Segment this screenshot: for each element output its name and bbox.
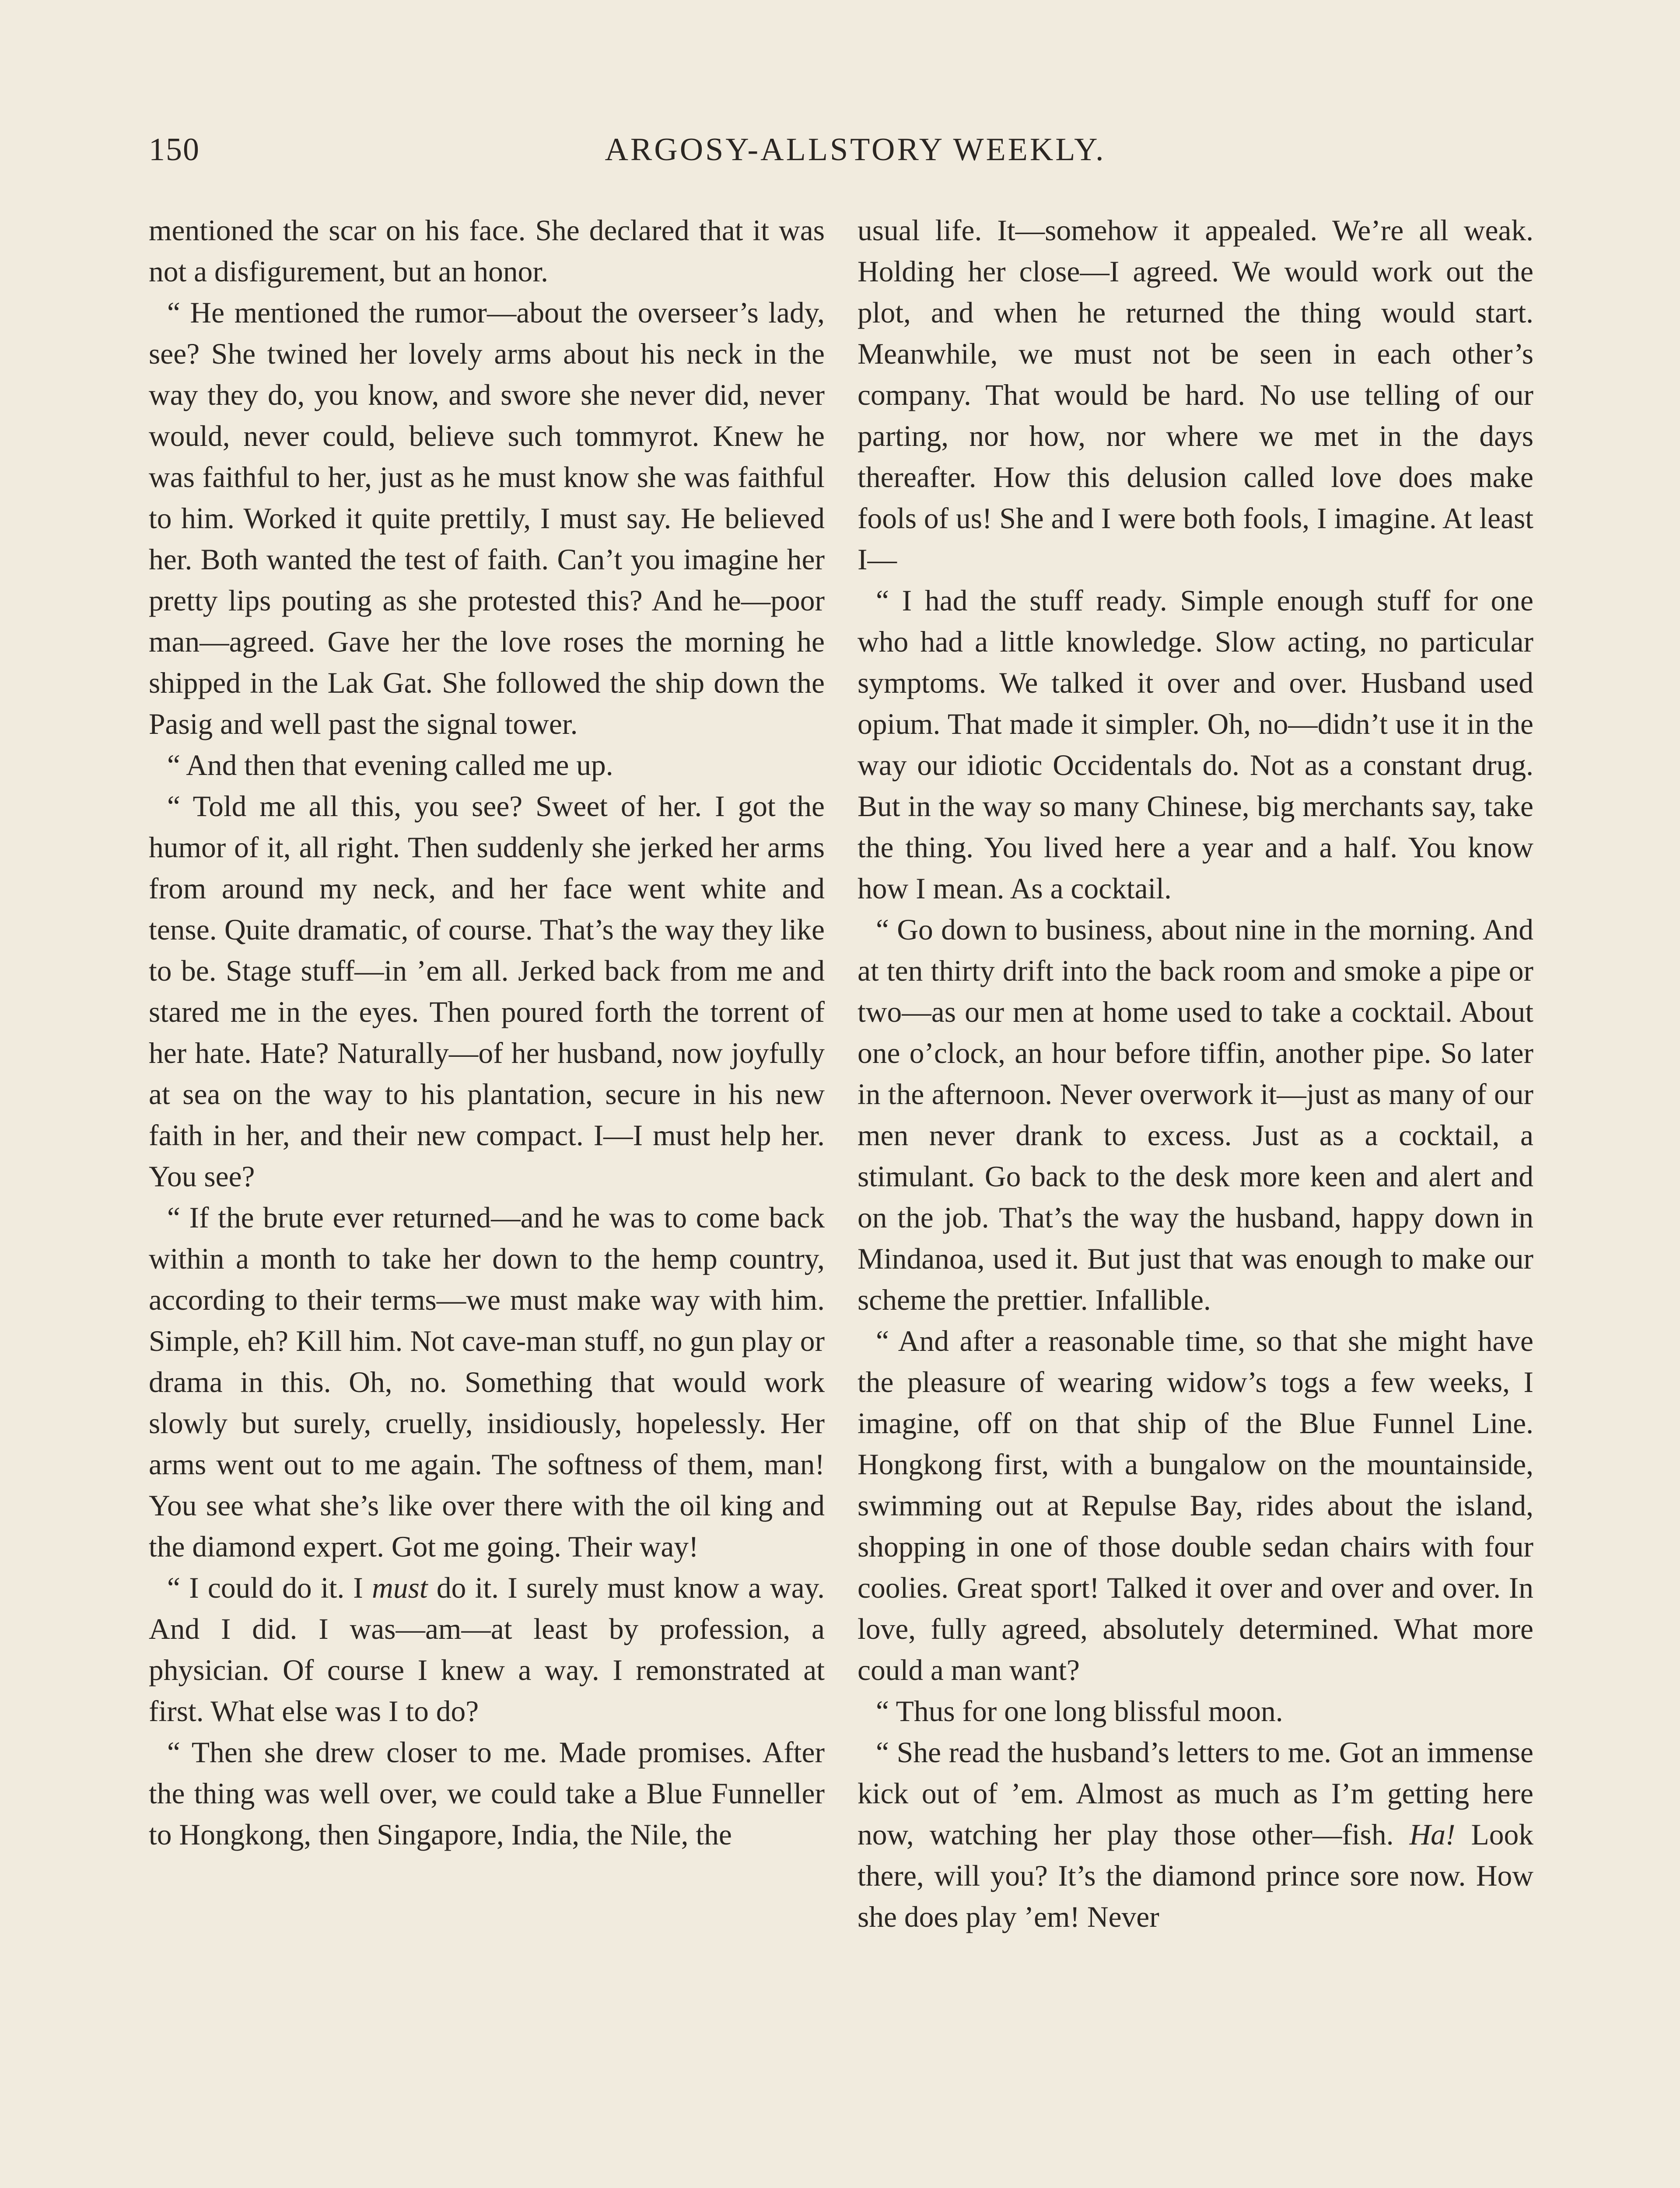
paragraph [858, 1732, 1533, 1938]
italic-emphasis: must [372, 1571, 428, 1604]
paragraph: usual life. It—somehow it appealed. We’re all weak. Holding her close—I agreed. We would work out the plot, and when he returned the thing would start. Meanwhile, we must not be seen in each other’s company. That would be hard. No use telling of our parting, nor how, nor where we met in the days thereafter. How this delusion called love does make fools of us! She and I were both fools, I imagine. At least I— [858, 214, 1533, 576]
paragraph: “ Go down to business, about nine in the morning. And at ten thirty drift into the back room and smoke a pipe or two—as our men at home used to take a cocktail. About one o’clock, an hour before tiffin, another pipe. So later in the afternoon. Never overwork it—just as many of our men never drank to excess. Just as a cocktail, a stimulant. Go back to the desk more keen and alert and on the job. That’s the way the husband, happy down in Mindanoa, used it. But just that was enough to make our scheme the prettier. Infallible. [858, 913, 1533, 1316]
paragraph: mentioned the scar on his face. She declared that it was not a disfigurement, but an honor. [149, 214, 825, 288]
paragraph: “ And after a reasonable time, so that she might have the pleasure of wearing widow’s togs a few weeks, I imagine, off on that ship of the Blue Funnel Line. Hongkong first, with a bungalow on the mountainside, swimming out at Repulse Bay, rides about the island, shopping in one of those double sedan chairs with four coolies. Great sport! Talked it over and over and over. In love, fully agreed, absolutely determined. What more could a man want? [858, 1325, 1533, 1687]
text-run: “ I could do it. I [167, 1571, 372, 1604]
italic-emphasis: Ha! [1409, 1818, 1456, 1851]
paragraph: “ Thus for one long blissful moon. [876, 1695, 1283, 1728]
running-title: ARGOSY-ALLSTORY WEEKLY. [605, 132, 1106, 168]
page-number: 150 [149, 132, 200, 168]
page-header [149, 131, 1562, 184]
paragraph: “ Then she drew closer to me. Made promises. After the thing was well over, we could take a Blue Funneller to Hongkong, then Singapore, India, the Nile, the [149, 1736, 825, 1851]
paragraph: “ He mentioned the rumor—about the overseer’s lady, see? She twined her lovely arms about his neck in the way they do, you know, and swore she never did, never would, never could, believe such tommyrot. Knew he was faithful to her, just as he must know she was faithful to him. Worked it quite prettily, I must say. He believed her. Both wanted the test of faith. Can’t you imagine her pretty lips pouting as she protested this? And he—poor man—agreed. Gave her the love roses the morning he shipped in the Lak Gat. She followed the ship down the Pasig and well past the signal tower. [149, 296, 825, 740]
paragraph: “ And then that evening called me up. [167, 749, 613, 782]
text-run: “ She read the husband’s letters to me. Got an immense kick out of ’em. Almost as much as I’m getting here now, watching her play those other—fish. [858, 1736, 1533, 1851]
paragraph: “ Told me all this, you see? Sweet of her. I got the humor of it, all right. Then suddenly she jerked her arms from around my neck, and her face went white and tense. Quite dramatic, of course. That’s the way they like to be. Stage stuff—in ’em all. Jerked back from me and stared me in the eyes. Then poured forth the torrent of her hate. Hate? Naturally—of her husband, now joyfully at sea on the way to his plantation, secure in his new faith in her, and their new compact. I—I must help her. You see? [149, 790, 825, 1193]
paragraph [149, 1567, 825, 1732]
paragraph: “ If the brute ever returned—and he was to come back within a month to take her down to the hemp country, according to their terms—we must make way with him. Simple, eh? Kill him. Not cave-man stuff, no gun play or drama in this. Oh, no. Something that would work slowly but surely, cruelly, insidiously, hopelessly. Her arms went out to me again. The softness of them, man! You see what she’s like over there with the oil king and the diamond expert. Got me going. Their way! [149, 1201, 825, 1563]
right-column [858, 210, 1533, 1938]
text-run: do it. I surely must know a way. And I did. I was—am—at least by profession, a physician. Of course I knew a way. I remonstrated at first. What else was I to do? [149, 1571, 825, 1728]
text-run: Look there, will you? It’s the diamond prince sore now. How she does play ’em! Never [858, 1818, 1533, 1933]
left-column [149, 210, 825, 1855]
paragraph: “ I had the stuff ready. Simple enough stuff for one who had a little knowledge. Slow acting, no particular symptoms. We talked it over and over. Husband used opium. That made it simpler. Oh, no—didn’t use it in the way our idiotic Occidentals do. Not as a constant drug. But in the way so many Chinese, big merchants say, take the thing. You lived here a year and a half. You know how I mean. As a cocktail. [858, 584, 1533, 905]
